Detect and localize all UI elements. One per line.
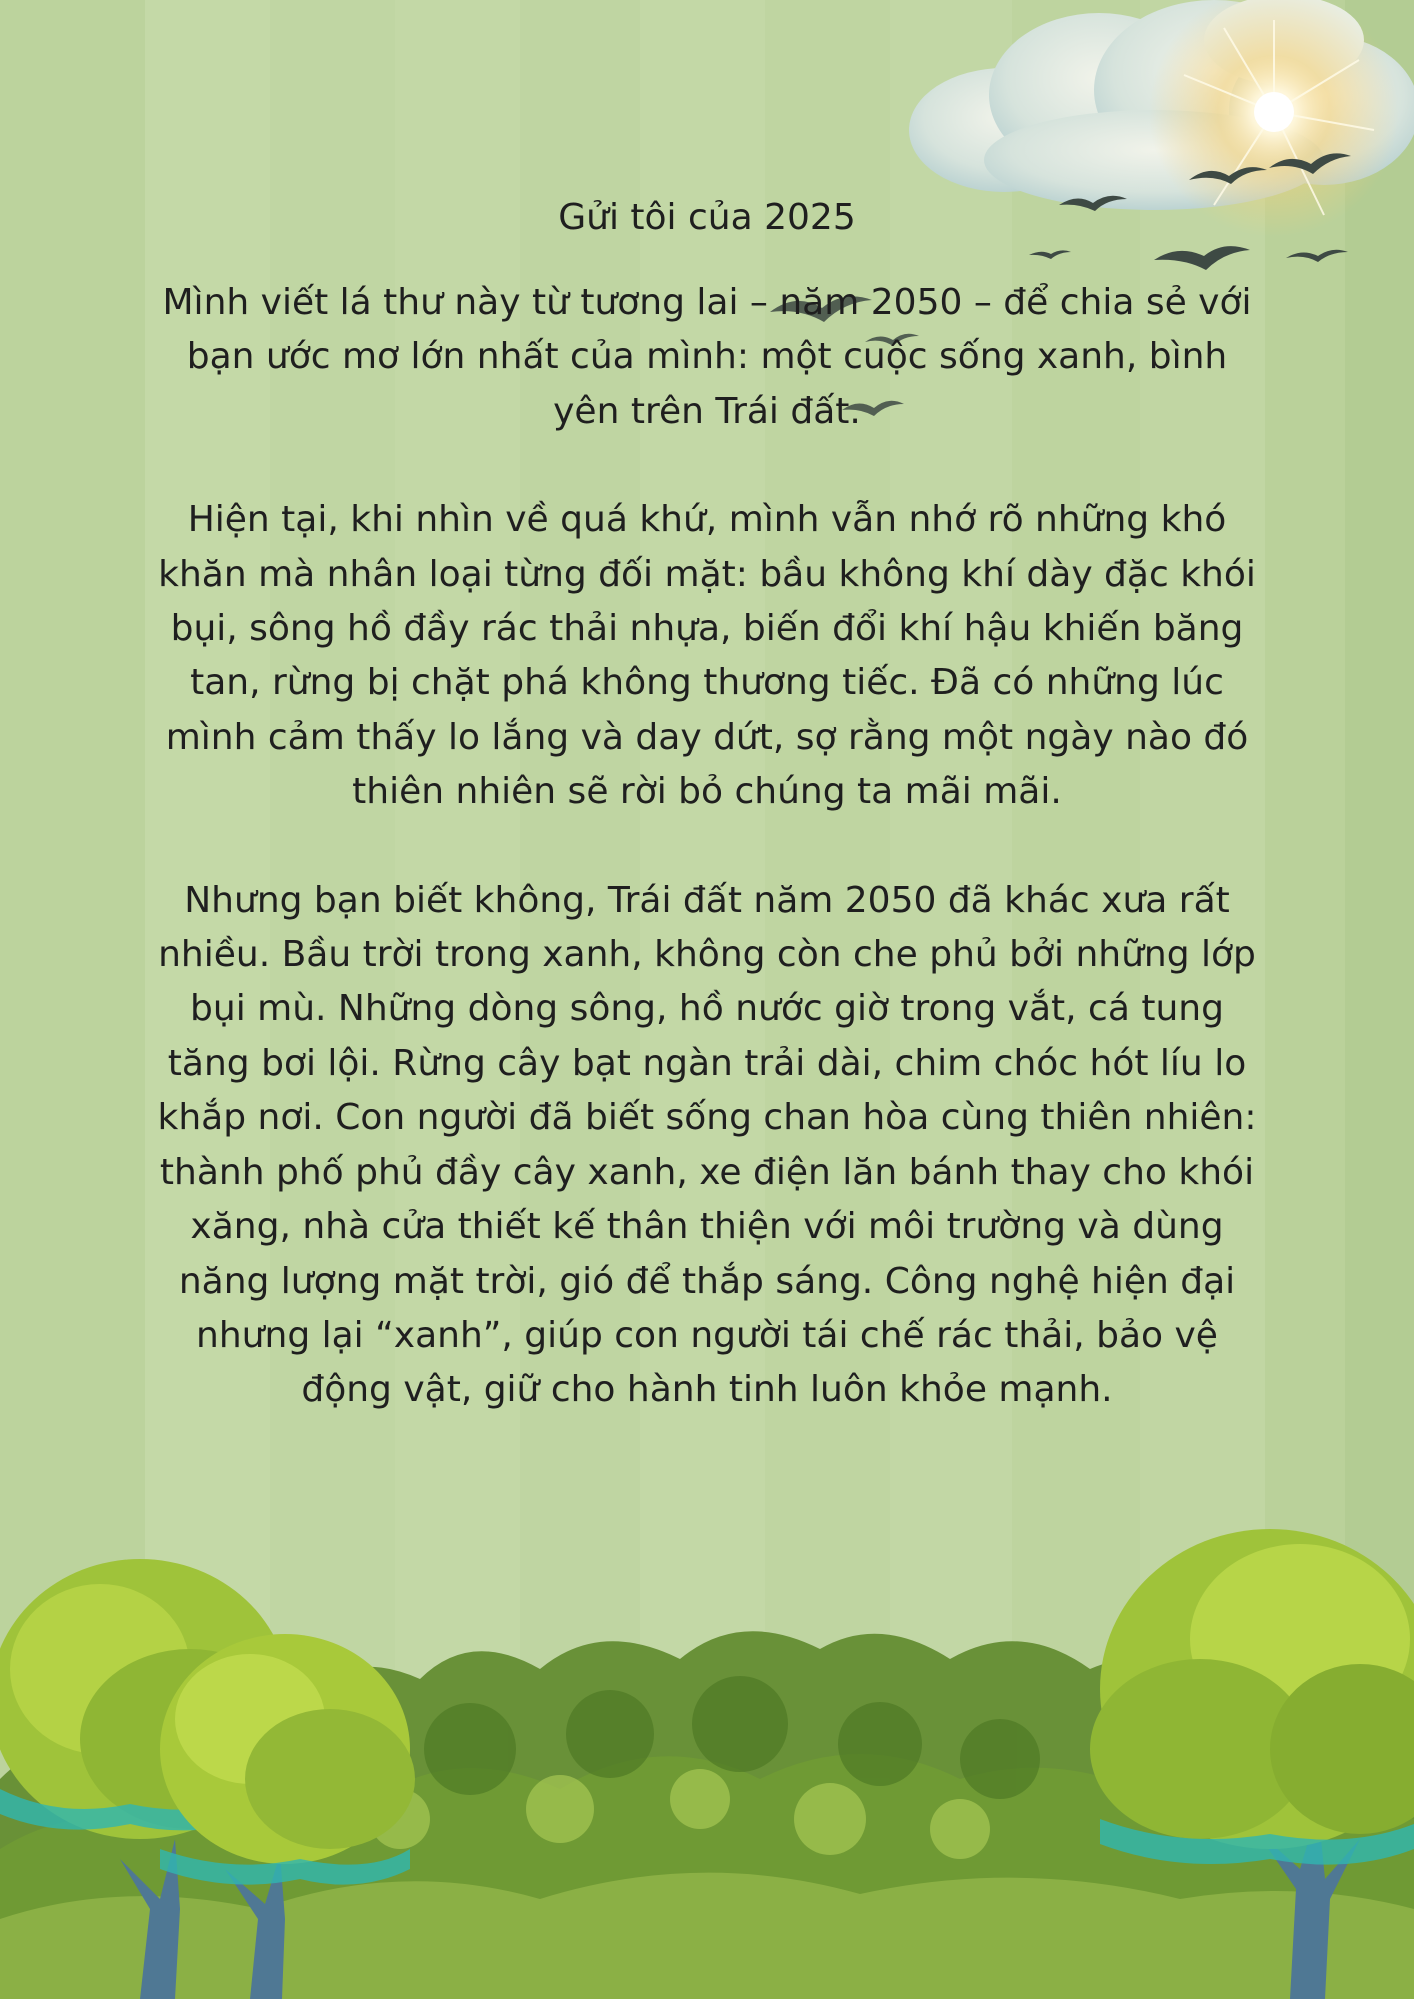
letter-paragraph: Mình viết lá thư này từ tương lai – năm 2050 – để chia sẻ với bạn ước mơ lớn nhất của mình: một cuộc sống xanh, bình yên trên Trái đất.	[162, 282, 1252, 432]
letter-paragraph: Hiện tại, khi nhìn về quá khứ, mình vẫn nhớ rõ những khó khăn mà nhân loại từng đối mặt: bầu không khí dày đặc khói bụi, sông hồ đầy rác thải nhựa, biến đổi khí hậu khiến băng tan, rừng bị chặt phá không thương tiếc. Đã có những lúc mình cảm thấy lo lắng và day dứt, sợ rằng một ngày nào đó thiên nhiên sẽ rời bỏ chúng ta mãi mãi.	[158, 499, 1256, 813]
letter-paragraph: Nhưng bạn biết không, Trái đất năm 2050 đã khác xưa rất nhiều. Bầu trời trong xanh, không còn che phủ bởi những lớp bụi mù. Những dòng sông, hồ nước giờ trong vắt, cá tung tăng bơi lội. Rừng cây bạt ngàn trải dài, chim chóc hót líu lo khắp nơi. Con người đã biết sống chan hòa cùng thiên nhiên: thành phố phủ đầy cây xanh, xe điện lăn bánh thay cho khói xăng, nhà cửa thiết kế thân thiện với môi trường và dùng năng lượng mặt trời, gió để thắp sáng. Công nghệ hiện đại nhưng lại “xanh”, giúp con người tái chế rác thải, bảo vệ động vật, giữ cho hành tinh luôn khỏe mạnh.	[157, 879, 1257, 1411]
forest-decoration	[0, 1519, 1414, 1999]
letter-body	[150, 188, 1264, 1472]
letter-title: Gửi tôi của 2025	[558, 197, 856, 238]
